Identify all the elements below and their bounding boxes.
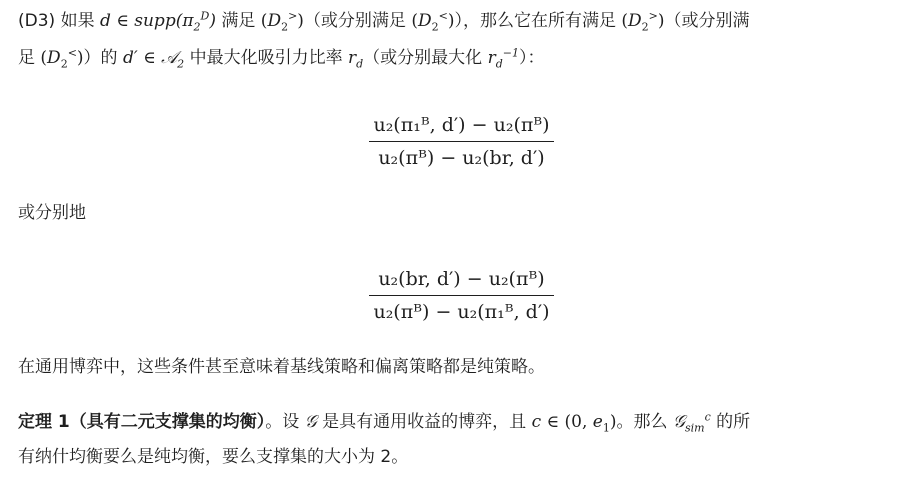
- d3-text: (D3) 如果: [18, 11, 100, 31]
- math-d-prime-in-a2: d′ ∈ 𝒜$_2$: [122, 48, 185, 71]
- theorem-line-2: 有纳什均衡要么是纯均衡，要么支撑集的大小为 2。: [18, 447, 409, 467]
- math-r-d: $r_d$: [347, 48, 364, 71]
- theorem-text: 。那么: [616, 412, 673, 432]
- formula-1-numerator: u₂(π₁ᴮ, d′) − u₂(πᴮ): [373, 114, 550, 136]
- d3-text: （或分别最大化: [363, 48, 488, 68]
- or-text: 或分别地: [18, 203, 86, 223]
- math-interval: (0, $e_1$): [564, 412, 617, 435]
- formula-2: [0, 266, 923, 325]
- math-d2-less: $(D_2^<)$: [411, 9, 455, 34]
- math-d2-less: $(D_2^<)$: [40, 46, 84, 71]
- formula-2-denominator: u₂(πᴮ) − u₂(π₁ᴮ, d′): [373, 301, 550, 323]
- d3-text: （或分别满: [664, 11, 750, 31]
- theorem-line-1: [18, 407, 908, 438]
- d3-text: ），那么它在所有满足: [454, 11, 622, 31]
- d3-line-1: [18, 6, 908, 37]
- formula-1-denominator: u₂(πᴮ) − u₂(br, d′): [378, 147, 545, 169]
- math-r-d-inverse: $r_d^{-1}$: [487, 46, 519, 71]
- math-d2-greater: $(D_2^>)$: [260, 9, 304, 34]
- fraction-bar: [369, 141, 553, 142]
- d3-line-2: [18, 43, 908, 74]
- formula-2-numerator: u₂(br, d′) − u₂(πᴮ): [378, 268, 545, 290]
- math-g-sim-c: 𝒢$_{sim}^c$: [672, 410, 711, 435]
- theorem-title: 定理 1（具有二元支撑集的均衡）: [18, 412, 266, 432]
- math-c-in-interval: c ∈: [531, 412, 565, 432]
- d3-text: 满足: [215, 11, 261, 31]
- d3-text: ）的: [83, 48, 123, 68]
- math-d2-greater: $(D_2^>)$: [621, 9, 665, 34]
- formula-1: [0, 112, 923, 171]
- theorem-text: 。设: [265, 412, 305, 432]
- theorem-text: 的所: [710, 412, 751, 432]
- fraction-bar: [369, 295, 553, 296]
- d3-text: 中最大化吸引力比率: [184, 48, 348, 68]
- d3-text: （或分别满足: [303, 11, 412, 31]
- math-game-g: 𝒢: [304, 412, 317, 432]
- d3-text: 足: [18, 48, 41, 68]
- d3-text: ）：: [518, 48, 545, 68]
- math-d-in-supp: d ∈ $supp(\pi_2^D)$: [99, 9, 216, 34]
- theorem-text: 是具有通用收益的博弈，且: [316, 412, 532, 432]
- generic-paragraph: 在通用博弈中，这些条件甚至意味着基线策略和偏离策略都是纯策略。: [18, 357, 545, 377]
